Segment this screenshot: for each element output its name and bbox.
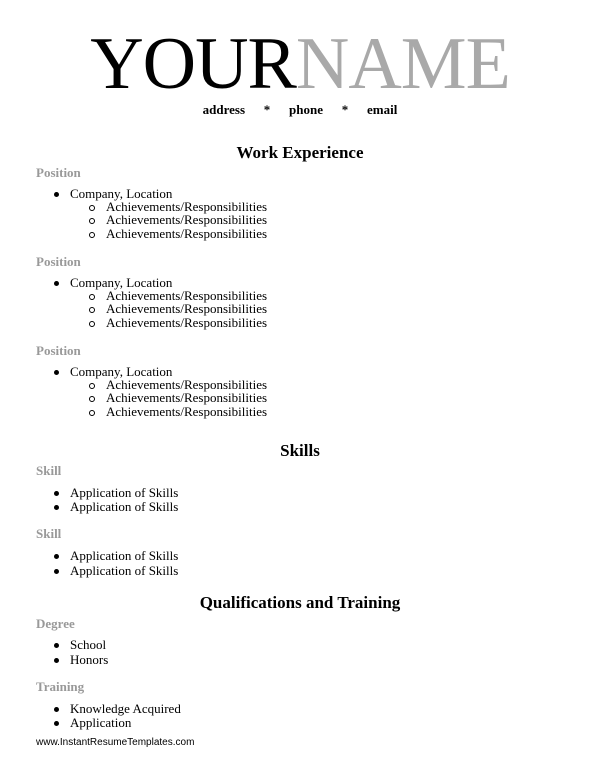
training-label: Training — [36, 679, 85, 694]
name-last: NAME — [295, 23, 510, 105]
bullet-icon — [54, 554, 59, 559]
position-label: Position — [36, 254, 81, 269]
skill-item: Application of Skills — [70, 499, 179, 514]
contact-phone: phone — [289, 102, 324, 117]
position-label: Position — [36, 343, 81, 358]
section-title-skills: Skills — [280, 441, 320, 460]
circle-bullet-icon — [89, 218, 95, 224]
training-item: Application — [70, 715, 132, 730]
bullet-icon — [54, 505, 59, 510]
bullet-icon — [54, 192, 59, 197]
bullet-icon — [54, 721, 59, 726]
bullet-icon — [54, 370, 59, 375]
circle-bullet-icon — [89, 410, 95, 416]
company-location: Company, Location — [70, 275, 173, 290]
circle-bullet-icon — [89, 307, 95, 313]
contact-address: address — [202, 102, 246, 117]
training-item: Knowledge Acquired — [70, 701, 181, 716]
achievement-item: Achievements/Responsibilities — [106, 199, 268, 214]
company-location: Company, Location — [70, 364, 173, 379]
circle-bullet-icon — [89, 232, 95, 238]
contact-separator: * — [263, 102, 271, 117]
achievement-item: Achievements/Responsibilities — [106, 404, 268, 419]
achievement-item: Achievements/Responsibilities — [106, 212, 268, 227]
section-title-qualifications: Qualifications and Training — [199, 593, 401, 612]
bullet-icon — [54, 491, 59, 496]
circle-bullet-icon — [89, 383, 95, 389]
achievement-item: Achievements/Responsibilities — [106, 226, 268, 241]
degree-item: Honors — [70, 652, 109, 667]
bullet-icon — [54, 658, 59, 663]
degree-label: Degree — [36, 616, 75, 631]
circle-bullet-icon — [89, 321, 95, 327]
name-first: YOUR — [90, 23, 296, 105]
degree-item: School — [70, 637, 107, 652]
achievement-item: Achievements/Responsibilities — [106, 377, 268, 392]
skill-label: Skill — [36, 463, 62, 478]
bullet-icon — [54, 707, 59, 712]
skill-label: Skill — [36, 526, 62, 541]
bullet-icon — [54, 569, 59, 574]
circle-bullet-icon — [89, 396, 95, 402]
position-label: Position — [36, 165, 81, 180]
section-title-work: Work Experience — [236, 143, 364, 162]
contact-separator: * — [341, 102, 349, 117]
achievement-item: Achievements/Responsibilities — [106, 288, 268, 303]
resume-name — [0, 24, 600, 104]
circle-bullet-icon — [89, 294, 95, 300]
footer-url: www.InstantResumeTemplates.com — [36, 737, 195, 748]
achievement-item: Achievements/Responsibilities — [106, 301, 268, 316]
bullet-icon — [54, 281, 59, 286]
company-location: Company, Location — [70, 186, 173, 201]
skill-item: Application of Skills — [70, 563, 179, 578]
contact-email: email — [367, 102, 398, 117]
bullet-icon — [54, 643, 59, 648]
achievement-item: Achievements/Responsibilities — [106, 315, 268, 330]
skill-item: Application of Skills — [70, 548, 179, 563]
circle-bullet-icon — [89, 205, 95, 211]
contact-line — [0, 102, 600, 118]
achievement-item: Achievements/Responsibilities — [106, 390, 268, 405]
skill-item: Application of Skills — [70, 485, 179, 500]
